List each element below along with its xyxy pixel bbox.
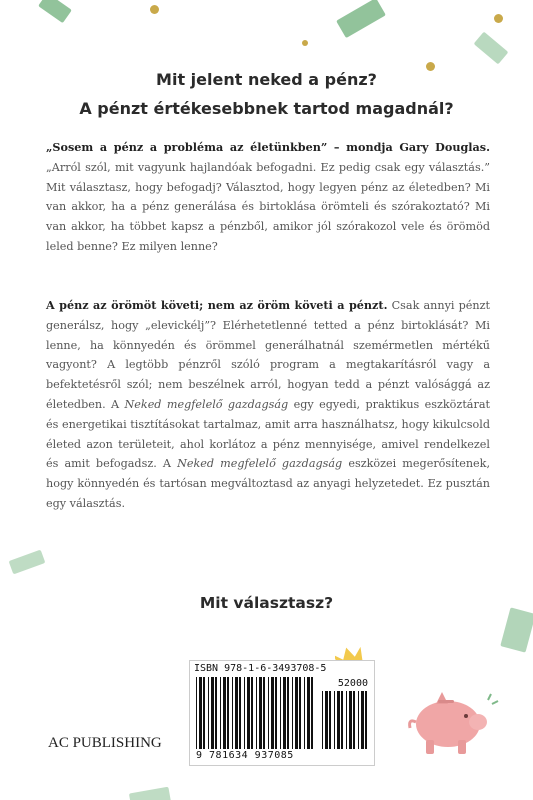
paragraph-main [46,296,490,514]
barcode-bar [329,691,331,749]
money-bill-decoration [474,32,509,65]
barcode-bar [220,677,221,749]
barcode-bar [295,677,298,749]
money-bill-decoration [38,0,72,23]
barcode-bar [358,691,359,749]
barcode-addon-bars [322,691,368,749]
barcode-bar [268,677,269,749]
barcode-bar [215,677,217,749]
barcode-bar [334,691,335,749]
barcode-bar [299,677,301,749]
barcode-bar [259,677,262,749]
coin-decoration [302,40,308,46]
barcode-bar [251,677,253,749]
barcode-bar [287,677,289,749]
barcode-bar [203,677,205,749]
barcode-bar [353,691,355,749]
barcode-bar [275,677,277,749]
barcode-bars [196,677,316,749]
barcode-bar [346,691,347,749]
barcode-bar [307,677,310,749]
coin-decoration [494,14,503,23]
barcode-bar [244,677,245,749]
paragraph-main-bold: A pénz az örömöt követi; nem az öröm követi a pénzt. [46,298,388,312]
barcode-bar [292,677,293,749]
book-title-italic: Neked megfelelő gazdagság [124,397,289,411]
coin-decoration [150,5,159,14]
paragraph-main-text-2: egy egyedi, praktikus eszköztárat és energetikai tisztításokat tartalmaz, amit arra használhatsz, hogy kikulcsold életed azon területeit, ahol korlátoz a pénz mennyisége, amivel rendelkezel és amit befogadsz. A [46,397,490,471]
price-code: 52000 [337,678,368,689]
barcode-bar [365,691,367,749]
piggy-bank-icon [400,690,500,760]
barcode-bar [304,677,305,749]
money-bill-decoration [336,0,386,38]
barcode-bar [361,691,364,749]
barcode-bar [337,691,340,749]
barcode-bar [349,691,352,749]
paragraph-main-text-3: eszközei megerősítenek, hogy könnyedén és tartósan megváltoztasd az anyagi helyzetedet. Ez pusztán egy választás. [46,457,491,510]
barcode-bar [325,691,328,749]
barcode-bar [256,677,257,749]
isbn-barcode [189,660,375,766]
paragraph-intro-text: „Arról szól, mit vagyunk hajlandóak befogadni. Ez pedig csak egy választás.” Mit választasz, hogy befogadj? Választod, hogy legyen pénz az életedben? Mi van akkor, ha a pénz generálása és birtoklása örömteli és szórakoztató? Mi van akkor, ha többet kapsz a pénzből, amikor jól szórakozol vele és örömöd leled benne? Ez milyen lenne? [46,160,490,253]
paragraph-main-text-1: Csak annyi pénzt generálsz, hogy „elevickélj”? Elérhetetlenné tetted a pénz birtoklását? Mi lenne, ha könnyedén és örömmel generálhatnál szemérmetlen mértékű vagyont? A legtöbb pénzről szóló program a megtakarításról vagy a befektetésről szól; nem beszélnek arról, hogyan tedd a pénzt valósággá az életedben. A [46,299,490,411]
money-bill-decoration [500,607,533,652]
barcode-bar [247,677,250,749]
barcode-bar [280,677,281,749]
barcode-number: 9 781634 937085 [196,750,294,761]
money-bill-decoration [129,787,171,800]
barcode-bar [239,677,241,749]
barcode-bar [283,677,286,749]
barcode-bar [322,691,323,749]
barcode-bar [341,691,343,749]
heading-question-3: Mit választasz? [199,594,334,612]
money-bill-decoration [9,550,46,575]
heading-question-2: A pénzt értékesebbnek tartod magadnál? [79,99,454,118]
heading-question-1: Mit jelent neked a pénz? [156,70,377,89]
barcode-bar [235,677,238,749]
barcode-bar [227,677,229,749]
publisher-name: AC PUBLISHING [48,735,162,751]
book-title-italic: Neked megfelelő gazdagság [177,457,343,471]
isbn-text: ISBN 978-1-6-3493708-5 [194,663,327,674]
barcode-bar [311,677,313,749]
barcode-bar [271,677,274,749]
barcode-bar [199,677,202,749]
barcode-bar [263,677,265,749]
barcode-bar [223,677,226,749]
barcode-bar [196,677,197,749]
paragraph-intro-bold: „Sosem a pénz a probléma az életünkben” – mondja Gary Douglas. [46,140,490,154]
paragraph-intro [46,138,490,257]
barcode-bar [208,677,209,749]
barcode-bar [232,677,233,749]
barcode-bar [211,677,214,749]
